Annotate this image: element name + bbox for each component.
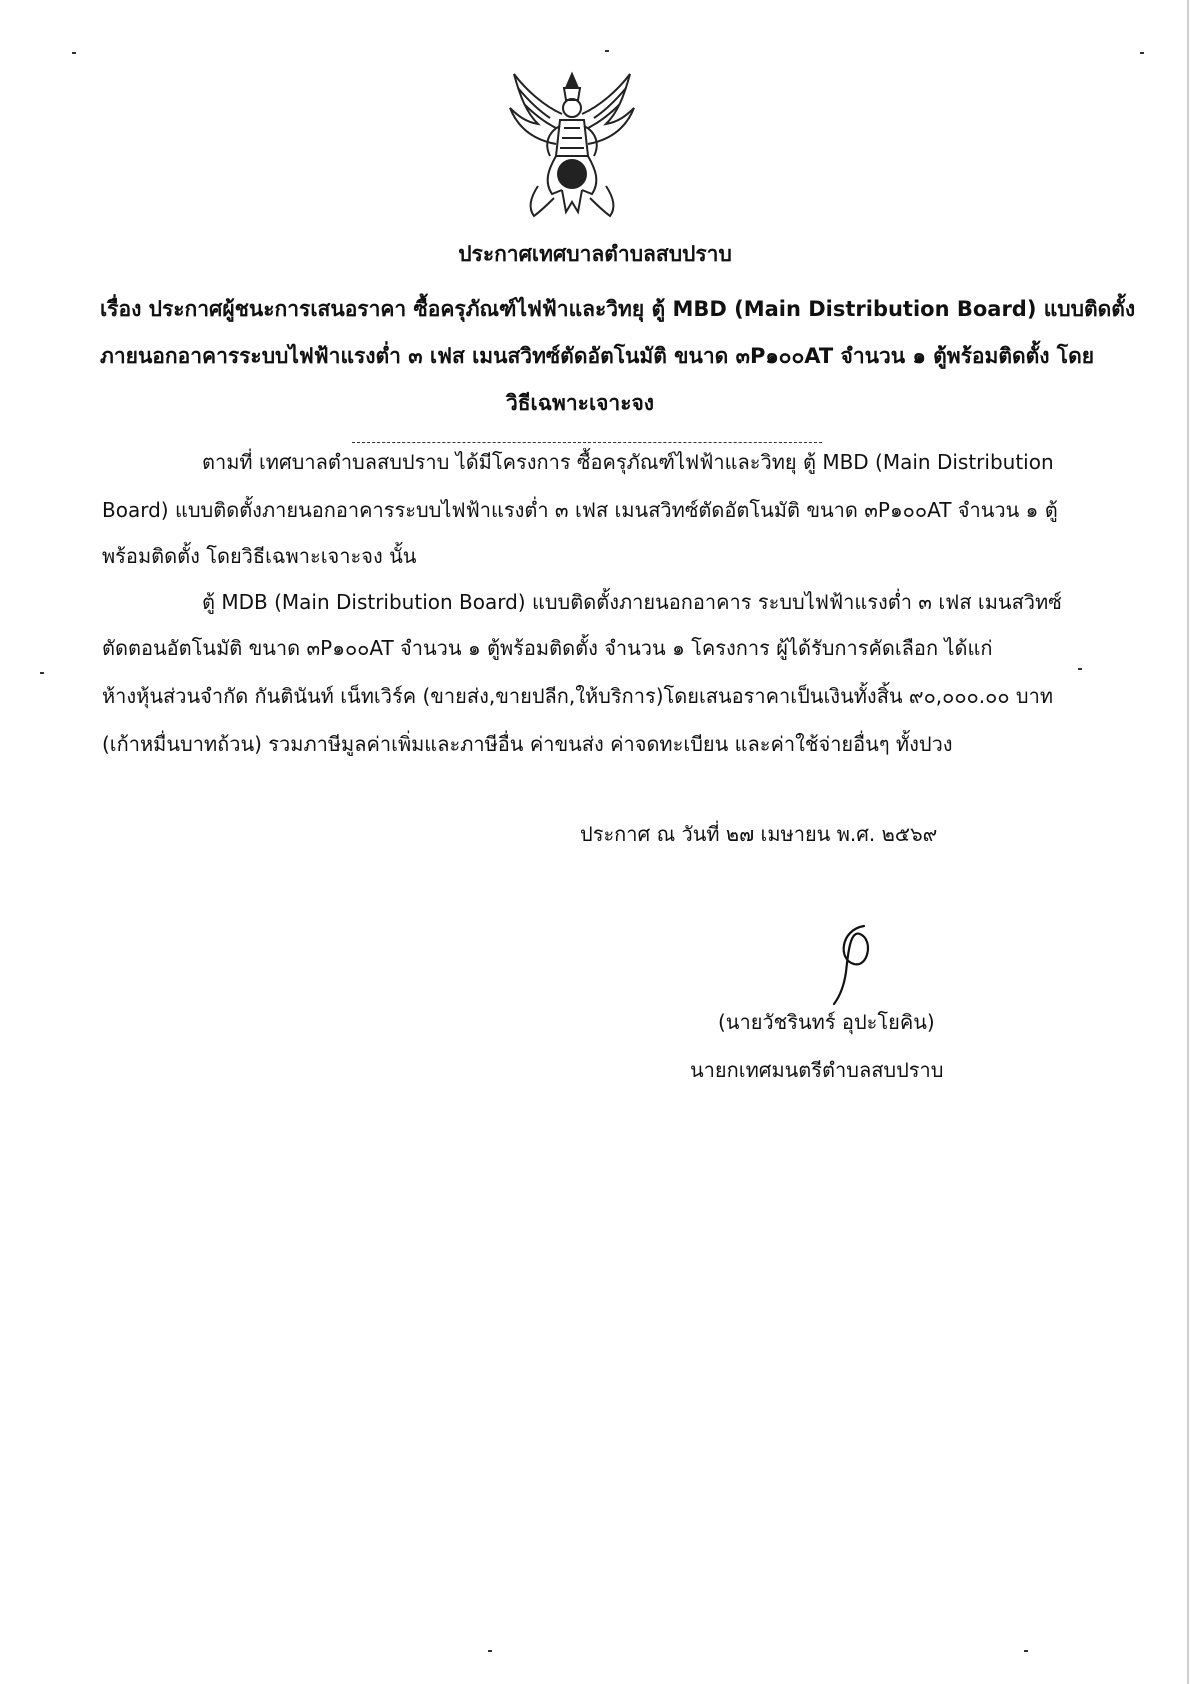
scan-speck xyxy=(72,52,76,54)
paragraph2-line-1: ตู้ MDB (Main Distribution Board) แบบติดตั้งภายนอกอาคาร ระบบไฟฟ้าแรงต่ำ ๓ เฟส เมนสวิทซ์ xyxy=(202,590,1062,614)
paragraph2-line-3: ห้างหุ้นส่วนจำกัด กันตินันท์ เน็ทเวิร์ค (ขายส่ง,ขายปลีก,ให้บริการ)โดยเสนอราคาเป็นเงินทั้งสิ้น ๙๐,๐๐๐.๐๐ บาท xyxy=(102,684,1053,708)
subject-line-2: ภายนอกอาคารระบบไฟฟ้าแรงต่ำ ๓ เฟส เมนสวิทซ์ตัดอัตโนมัติ ขนาด ๓P๑๐๐AT จำนวน ๑ ตู้พร้อมติดตั้ง โดย xyxy=(100,344,1095,368)
subject-line-1: เรื่อง ประกาศผู้ชนะการเสนอราคา ซื้อครุภัณฑ์ไฟฟ้าและวิทยุ ตู้ MBD (Main Distribution Board) แบบติดตั้ง xyxy=(100,297,1136,321)
garuda-emblem-icon xyxy=(504,66,640,220)
scan-edge xyxy=(1187,0,1189,1684)
scan-speck xyxy=(605,50,609,52)
agency-heading: ประกาศเทศบาลตำบลสบปราบ xyxy=(458,242,732,266)
subject-line-3: วิธีเฉพาะเจาะจง xyxy=(505,391,655,415)
paragraph1-line-2: Board) แบบติดตั้งภายนอกอาคารระบบไฟฟ้าแรงต่ำ ๓ เฟส เมนสวิทซ์ตัดอัตโนมัติ ขนาด ๓P๑๐๐AT จำนวน ๑ ตู้ xyxy=(102,498,1058,522)
subject-block xyxy=(100,286,1136,427)
signature-image xyxy=(820,920,886,1010)
scan-speck xyxy=(1024,1650,1028,1652)
scan-speck xyxy=(1078,668,1082,670)
scan-speck xyxy=(488,1650,492,1652)
announce-date: ประกาศ ณ วันที่ ๒๗ เมษายน พ.ศ. ๒๕๖๙ xyxy=(580,822,938,846)
scan-speck xyxy=(1140,52,1144,54)
paragraph2-line-4: (เก้าหมื่นบาทถ้วน) รวมภาษีมูลค่าเพิ่มและภาษีอื่น ค่าขนส่ง ค่าจดทะเบียน และค่าใช้จ่ายอื่นๆ ทั้งปวง xyxy=(102,732,953,756)
paragraph1-line-1: ตามที่ เทศบาลตำบลสบปราบ ได้มีโครงการ ซื้อครุภัณฑ์ไฟฟ้าและวิทยุ ตู้ MBD (Main Distribution xyxy=(202,450,1054,474)
signer-name: (นายวัชรินทร์ อุปะโยคิน) xyxy=(718,1010,935,1034)
signer-title: นายกเทศมนตรีตำบลสบปราบ xyxy=(690,1058,944,1082)
scan-speck xyxy=(40,672,44,674)
separator-line xyxy=(352,442,822,443)
paragraph1-line-3: พร้อมติดตั้ง โดยวิธีเฉพาะเจาะจง นั้น xyxy=(102,544,417,568)
paragraph2-line-2: ตัดตอนอัตโนมัติ ขนาด ๓P๑๐๐AT จำนวน ๑ ตู้พร้อมติดตั้ง จำนวน ๑ โครงการ ผู้ได้รับการคัดเลือก ได้แก่ xyxy=(102,636,993,660)
